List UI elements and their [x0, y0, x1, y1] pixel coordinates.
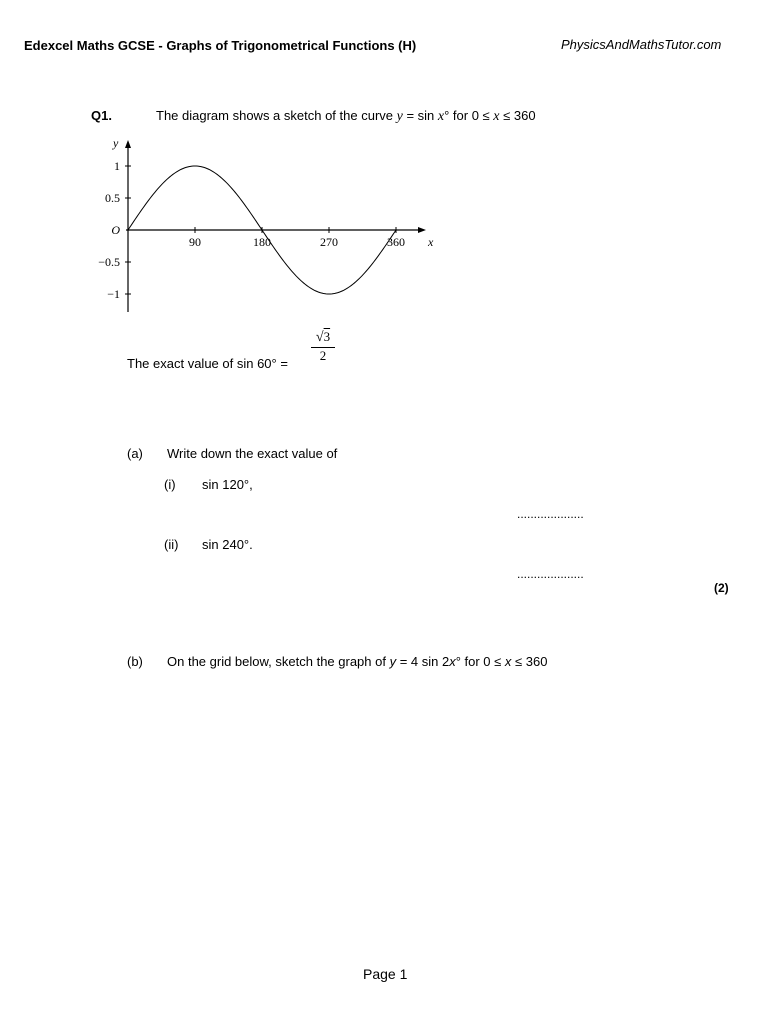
y-tick-label: 0.5: [105, 191, 120, 205]
part-b-part: ° for 0 ≤: [455, 654, 505, 669]
sqrt-icon: √: [315, 330, 324, 345]
y-axis-arrow-icon: [125, 140, 131, 148]
header-site: PhysicsAndMathsTutor.com: [561, 37, 722, 52]
marks-label: (2): [714, 581, 729, 595]
x-tick-label: 360: [387, 235, 405, 249]
x-tick-label: 90: [189, 235, 201, 249]
part-b-text: [167, 654, 547, 669]
part-a-i-text: sin 120°,: [202, 477, 253, 492]
origin-label: O: [111, 223, 120, 237]
page-number: Page 1: [363, 966, 408, 982]
question-intro: [156, 108, 536, 125]
part-a-text: Write down the exact value of: [167, 446, 338, 461]
intro-part: ° for 0 ≤: [444, 108, 494, 123]
intro-x: x: [493, 109, 500, 124]
y-tick-label: 1: [114, 159, 120, 173]
answer-line-a-i[interactable]: ....................: [517, 507, 584, 521]
y-tick-label: −0.5: [98, 255, 120, 269]
intro-y: y: [396, 109, 403, 124]
y-axis-label: y: [113, 136, 119, 150]
root-three-over-two: [311, 329, 335, 364]
radicand: 3: [323, 329, 331, 344]
part-b-part: ≤ 360: [511, 654, 548, 669]
part-b-x: x: [504, 654, 512, 669]
part-a-label: (a): [127, 446, 143, 461]
header-title: Edexcel Maths GCSE - Graphs of Trigonometrical Functions (H): [24, 38, 417, 53]
part-b-y: y: [389, 654, 397, 669]
x-tick-label: 270: [320, 235, 338, 249]
intro-part: The diagram shows a sketch of the curve: [156, 108, 397, 123]
part-b-part: = 4 sin 2: [396, 654, 450, 669]
fraction-denominator: 2: [319, 348, 327, 363]
x-tick-label: 180: [253, 235, 271, 249]
part-a-ii-text: sin 240°.: [202, 537, 253, 552]
intro-x: x: [437, 109, 445, 124]
exact-value-statement: The exact value of sin 60° =: [127, 356, 288, 371]
chart-labels: [98, 136, 434, 301]
part-b-part: On the grid below, sketch the graph of: [167, 654, 390, 669]
intro-part: ≤ 360: [499, 108, 536, 123]
part-b-x: x: [449, 654, 456, 669]
question-number: Q1.: [91, 108, 112, 123]
fraction-numerator: [311, 329, 335, 348]
chart-axes: [125, 140, 426, 312]
y-tick-label: −1: [107, 287, 120, 301]
sine-curve-chart: [90, 132, 434, 322]
x-axis-label: x: [428, 235, 434, 249]
part-a-ii-label: (ii): [164, 537, 179, 552]
intro-part: = sin: [402, 108, 438, 123]
answer-line-a-ii[interactable]: ....................: [517, 567, 584, 581]
x-axis-arrow-icon: [418, 227, 426, 233]
part-a-i-label: (i): [164, 477, 176, 492]
part-b-label: (b): [127, 654, 143, 669]
